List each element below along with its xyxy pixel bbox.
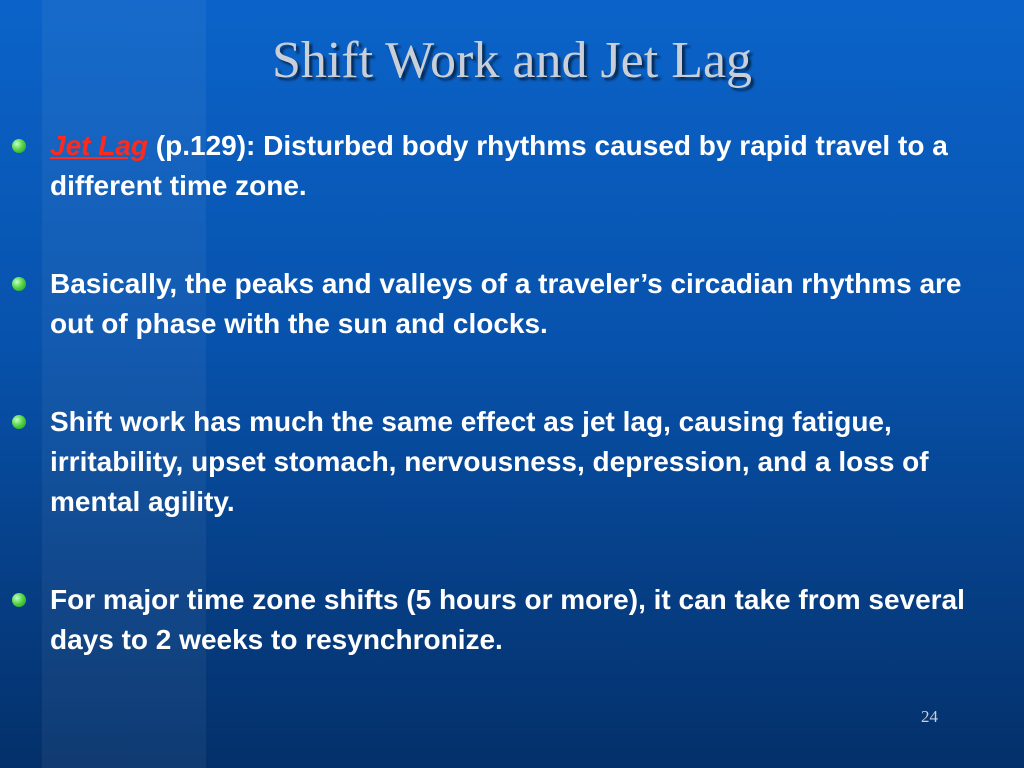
bullet-item-resynchronize [0, 580, 1024, 660]
bullet-dot-icon [12, 277, 26, 291]
page-number: 24 [921, 707, 938, 726]
bullet-item-jet-lag [0, 126, 1024, 206]
bullet-text: Shift work has much the same effect as jet lag, causing fatigue, irritability, upset stomach, nervousness, depression, and a loss of mental agility. [50, 406, 929, 517]
bullet-item-shift-work [0, 402, 1024, 522]
bullet-dot-icon [12, 415, 26, 429]
bullet-dot-icon [12, 593, 26, 607]
jet-lag-term: Jet Lag [50, 130, 149, 161]
bullet-text: Basically, the peaks and valleys of a traveler’s circadian rhythms are out of phase with the sun and clocks. [50, 268, 962, 339]
bullet-text: (p.129): Disturbed body rhythms caused by rapid travel to a different time zone. [50, 130, 948, 201]
bullet-list [0, 126, 1024, 718]
slide-title: Shift Work and Jet Lag [271, 32, 753, 89]
bullet-item-circadian [0, 264, 1024, 344]
bullet-text: For major time zone shifts (5 hours or more), it can take from several days to 2 weeks to resynchronize. [50, 584, 965, 655]
bullet-dot-icon [12, 139, 26, 153]
